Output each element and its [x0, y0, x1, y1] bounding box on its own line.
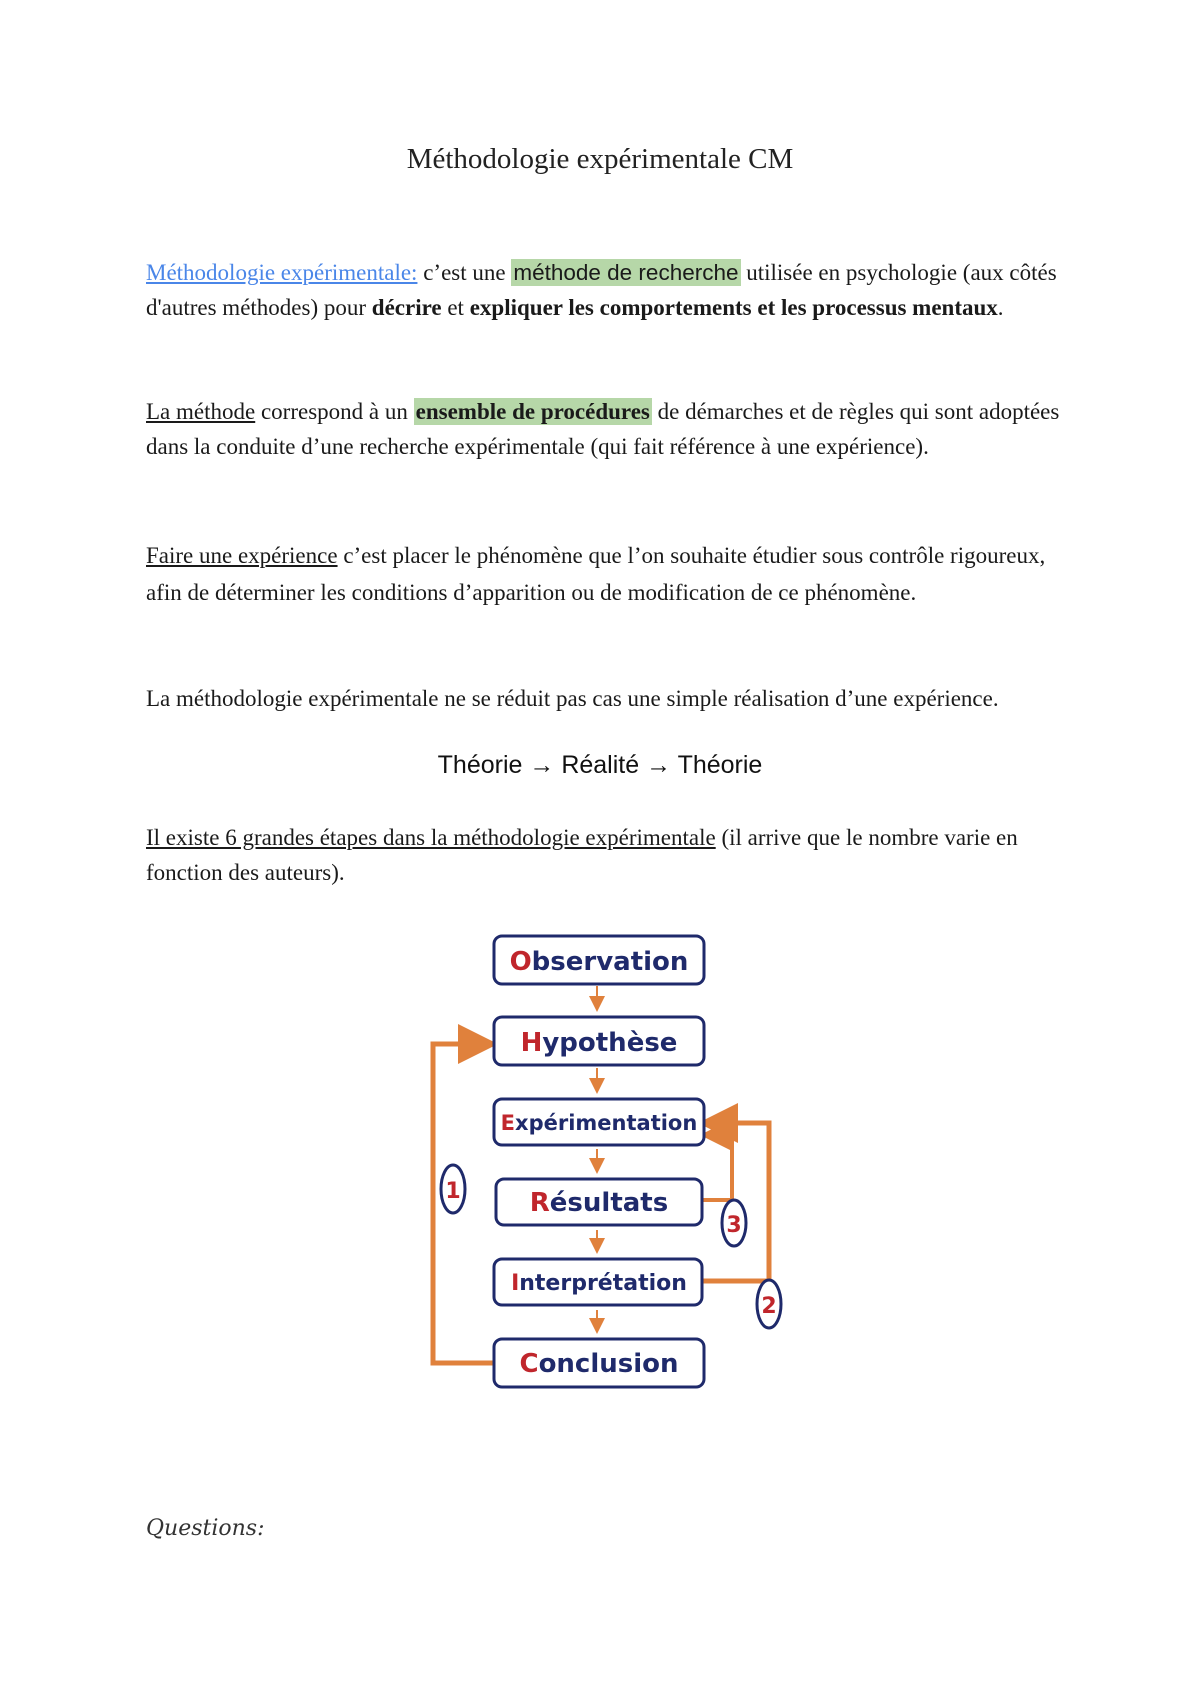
step-initial: I — [511, 1271, 520, 1296]
term-link[interactable]: Méthodologie expérimentale: — [146, 260, 418, 285]
underlined-term: La méthode — [146, 399, 256, 424]
text-span: utilisée en psychologie (aux côtés d'autres méthodes) pour — [146, 260, 1057, 320]
step-experimentation — [494, 1099, 704, 1145]
bold-describe: décrire — [371, 294, 442, 320]
highlight-method: méthode de recherche — [513, 260, 739, 285]
step-initial: O — [509, 947, 532, 977]
text-span: c’est placer le phénomène que l’on souhaite étudier sous contrôle rigoureux, afin de déterminer les conditions d’apparition ou de modification de ce phénomène. — [146, 543, 1046, 605]
step-label: xpérimentation — [515, 1111, 698, 1135]
svg-text:Interprétation — [511, 1271, 687, 1296]
svg-text:Expérimentation — [501, 1111, 698, 1135]
step-hypothese — [494, 1017, 704, 1065]
underlined-term: Il existe 6 grandes étapes dans la méthodologie expérimentale — [146, 825, 716, 850]
paragraph-experience — [146, 537, 1066, 611]
loop-badge-2 — [757, 1280, 781, 1328]
loop-badge-1 — [441, 1165, 465, 1213]
paragraph-steps — [146, 821, 1066, 890]
text-span: de démarches et de règles qui sont adoptées dans la conduite d’une recherche expérimentale (qui fait référence à une expérience). — [146, 399, 1060, 459]
underlined-term: Faire une expérience — [146, 543, 338, 568]
text-span: correspond à un — [255, 399, 414, 424]
text-span: (il arrive que le nombre varie en fonction des auteurs). — [146, 825, 1018, 885]
step-observation — [494, 936, 704, 984]
loop-number: 1 — [445, 1179, 461, 1204]
step-label: ypothèse — [542, 1028, 678, 1058]
step-conclusion — [494, 1339, 704, 1387]
highlight-procedures: ensemble de procédures — [415, 399, 650, 424]
paragraph-definition — [146, 256, 1066, 325]
methodology-steps-diagram — [420, 930, 800, 1400]
step-label: bservation — [531, 947, 689, 977]
svg-text:Conclusion — [519, 1349, 678, 1379]
loop-number: 2 — [761, 1294, 777, 1319]
step-initial: H — [520, 1028, 543, 1058]
svg-text:Hypothèse — [521, 1028, 678, 1058]
theory-line: Théorie → Réalité → Théorie — [437, 751, 763, 779]
bold-explain: expliquer les comportements et les processus mentaux — [469, 294, 998, 320]
text-span: c’est une — [417, 260, 512, 285]
step-initial: C — [519, 1349, 539, 1379]
questions-heading: Questions: — [146, 1516, 265, 1541]
text-span: et — [441, 294, 470, 320]
loop-number: 3 — [726, 1213, 742, 1238]
step-label: ésultats — [549, 1188, 669, 1218]
step-initial: E — [500, 1111, 516, 1135]
paragraph-method — [146, 395, 1066, 464]
step-label: onclusion — [538, 1349, 679, 1379]
step-interpretation — [494, 1259, 702, 1305]
svg-text:Observation — [510, 947, 689, 977]
step-label: nterprétation — [519, 1271, 687, 1296]
page-title: Méthodologie expérimentale CM — [406, 143, 794, 175]
step-initial: R — [529, 1188, 550, 1218]
paragraph-methodology: La méthodologie expérimentale ne se réduit pas cas une simple réalisation d’une expérience. — [146, 686, 999, 711]
step-resultats — [496, 1179, 702, 1225]
loop-badge-3 — [722, 1200, 746, 1246]
svg-text:Résultats — [530, 1188, 668, 1218]
text-span: . — [997, 294, 1004, 320]
